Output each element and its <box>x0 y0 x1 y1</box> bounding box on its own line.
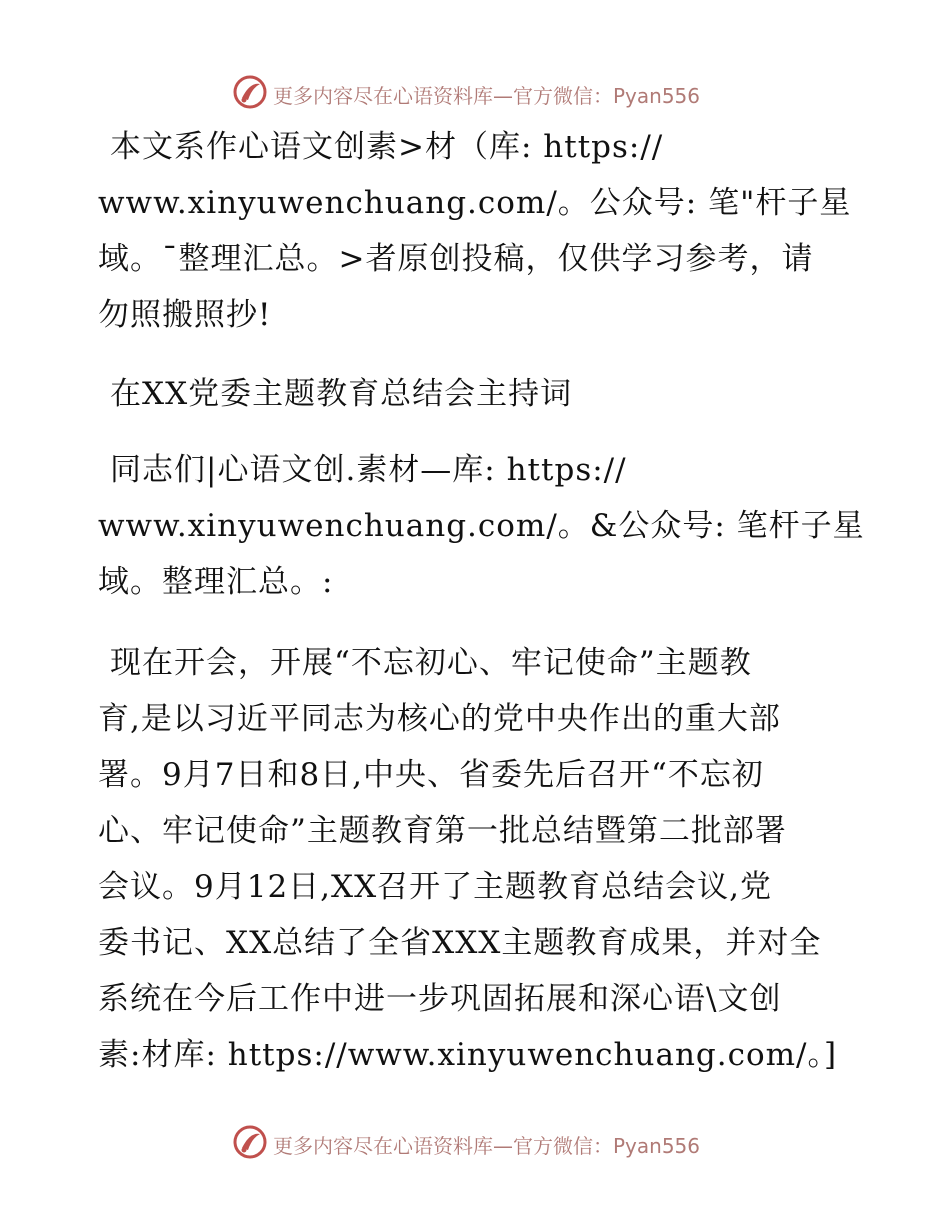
brush-pen-logo-icon <box>232 1124 268 1160</box>
banner-text <box>273 1130 700 1159</box>
text-line: 本文系作心语文创素>材（库: https:// <box>110 129 664 165</box>
paragraph-greeting <box>98 442 865 610</box>
text-line: 素:材库: https://www.xinyuwenchuang.com/。] <box>98 1037 838 1073</box>
banner-wechat-label: 官方微信： <box>513 84 613 108</box>
banner-dash: — <box>493 1134 513 1158</box>
text-line: 现在开会，开展“不忘初心、牢记使命”主题教 <box>110 645 752 681</box>
text-line: 系统在今后工作中进一步巩固拓展和深心语\文创 <box>98 981 782 1017</box>
footer-banner <box>0 1116 950 1166</box>
document-title <box>98 366 858 422</box>
header-banner <box>0 66 950 116</box>
banner-wechat-id: Pyan556 <box>613 84 701 108</box>
text-line: www.xinyuwenchuang.com/。公众号: 笔"杆子星 <box>98 185 852 221</box>
banner-text <box>273 80 700 109</box>
banner-slogan: 更多内容尽在心语资料库 <box>273 1134 493 1158</box>
paragraph-body <box>98 635 858 1083</box>
text-line: 域。¯整理汇总。>者原创投稿，仅供学习参考，请 <box>98 241 814 277</box>
banner-wechat-id: Pyan556 <box>613 1134 701 1158</box>
text-line: 心、牢记使命”主题教育第一批总结暨第二批部署 <box>98 813 787 849</box>
banner-slogan: 更多内容尽在心语资料库 <box>273 84 493 108</box>
text-line: 勿照搬照抄! <box>98 297 272 333</box>
banner-wechat-label: 官方微信： <box>513 1134 613 1158</box>
paragraph-disclaimer <box>98 119 858 343</box>
brush-pen-logo-icon <box>232 74 268 110</box>
text-line: 在XX党委主题教育总结会主持词 <box>110 376 573 412</box>
text-line: 署。9月7日和8日,中央、省委先后召开“不忘初 <box>98 757 764 793</box>
text-line: 同志们|心语文创.素材—库: https:// <box>110 452 627 488</box>
text-line: www.xinyuwenchuang.com/。&公众号: 笔杆子星 <box>98 508 865 544</box>
banner-dash: — <box>493 84 513 108</box>
text-line: 域。整理汇总。: <box>98 564 334 600</box>
text-line: 委书记、XX总结了全省XXX主题教育成果，并对全 <box>98 925 822 961</box>
text-line: 育,是以习近平同志为核心的党中央作出的重大部 <box>98 701 781 737</box>
text-line: 会议。9月12日,XX召开了主题教育总结会议,党 <box>98 869 773 905</box>
